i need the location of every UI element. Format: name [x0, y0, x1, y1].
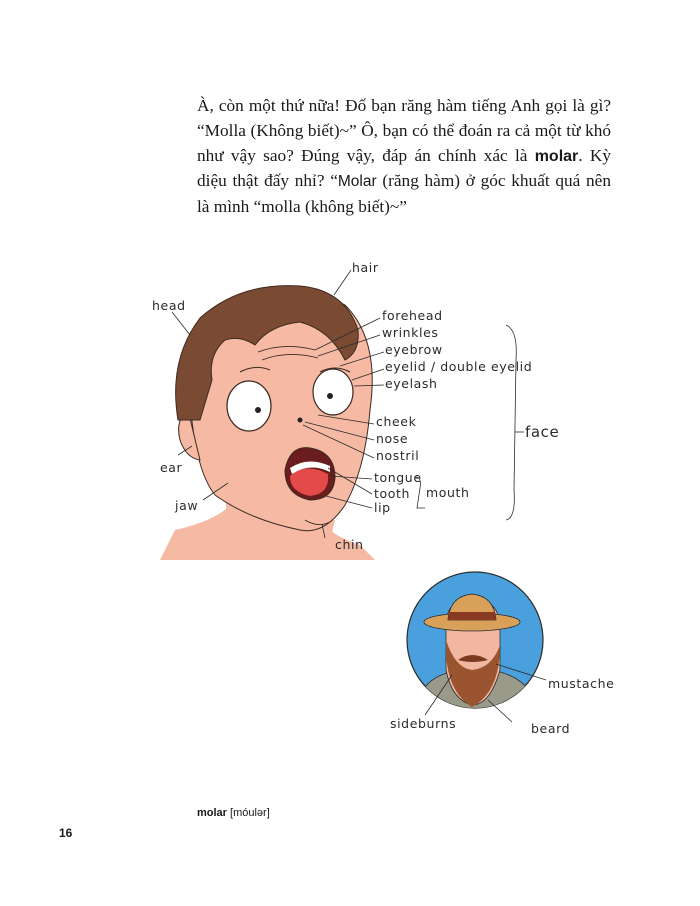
- label-beard: beard: [531, 721, 571, 736]
- footnote: [197, 807, 270, 819]
- label-jaw: jaw: [175, 498, 199, 513]
- label-forehead: forehead: [382, 308, 443, 323]
- label-cheek: cheek: [376, 414, 417, 429]
- label-hair: hair: [352, 260, 379, 275]
- label-tooth: tooth: [374, 486, 411, 501]
- para-molar-word: Molar: [337, 173, 377, 191]
- page-number: 16: [59, 826, 73, 840]
- label-nose: nose: [376, 431, 409, 446]
- para-bold-molar: molar: [534, 147, 579, 165]
- label-head: head: [152, 298, 186, 313]
- footnote-pronunciation: [móulər]: [230, 807, 270, 819]
- label-lip: lip: [374, 500, 391, 515]
- label-nostril: nostril: [376, 448, 420, 463]
- para-text-3: (răng hàm) ở góc khuất quá nên là mình “molla (không biết)~”: [197, 171, 611, 217]
- footnote-word: molar: [197, 807, 227, 819]
- label-eyelash: eyelash: [385, 376, 438, 391]
- label-mouth: mouth: [426, 485, 470, 500]
- label-ear: ear: [160, 460, 183, 475]
- label-sideburns: sideburns: [390, 716, 457, 731]
- label-eyelid: eyelid / double eyelid: [385, 359, 533, 374]
- para-text-1: À, còn một thứ nữa! Đố bạn răng hàm tiếng Anh gọi là gì? “Molla (Không biết)~” Ô, bạn có thể đoán ra cả một từ khó như vậy sao? Đúng vậy, đáp án chính xác là: [197, 96, 611, 165]
- label-eyebrow: eyebrow: [385, 342, 443, 357]
- label-wrinkles: wrinkles: [382, 325, 439, 340]
- label-chin: chin: [335, 537, 364, 552]
- label-mustache: mustache: [548, 676, 615, 691]
- label-face: face: [525, 423, 560, 441]
- label-tongue: tongue: [374, 470, 422, 485]
- para-text-2: . Kỳ diệu thật đấy nhỉ? “: [197, 145, 611, 191]
